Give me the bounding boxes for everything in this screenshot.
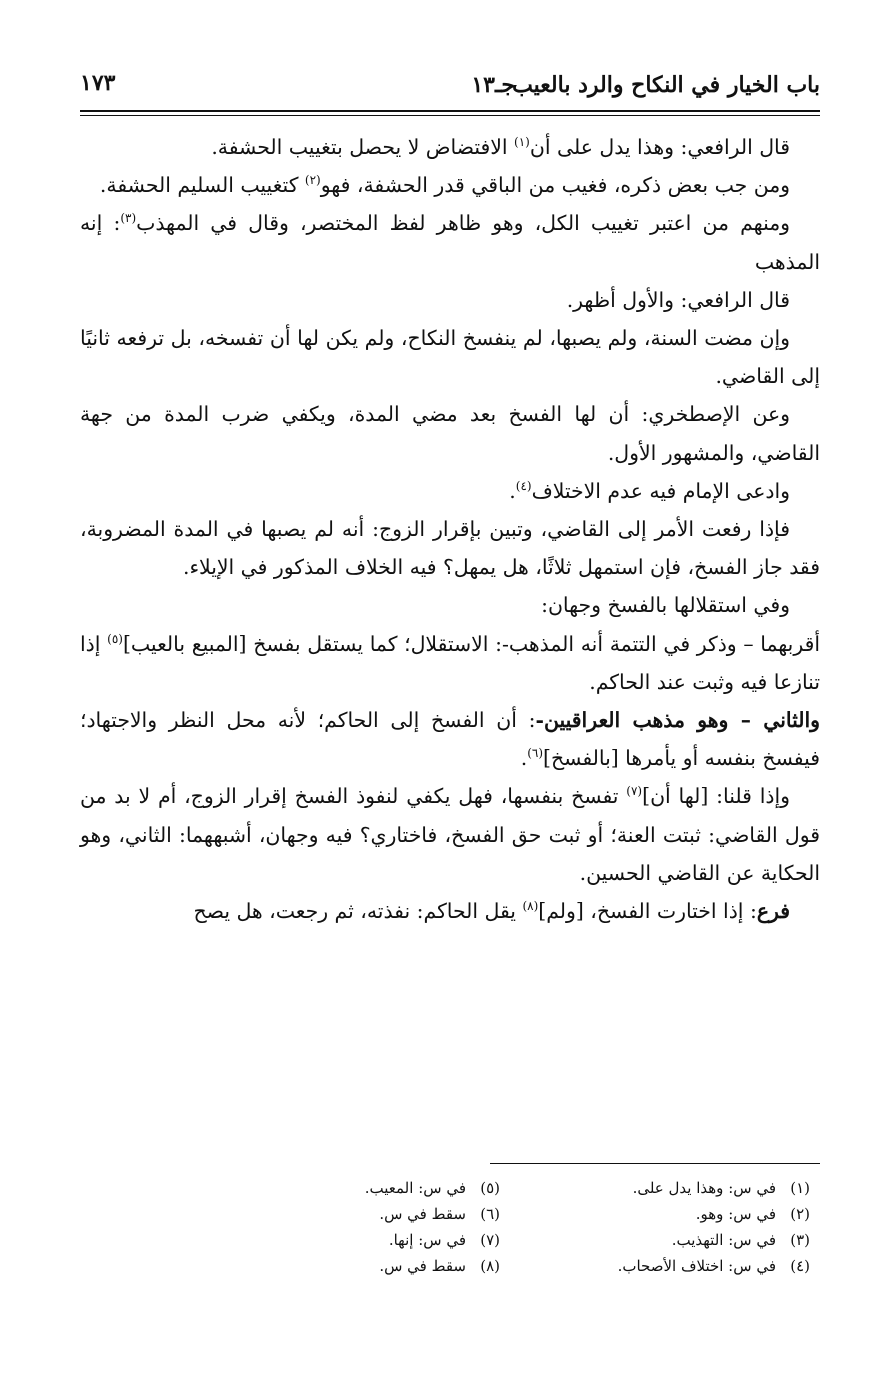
paragraph: ومن جب بعض ذكره، فغيب من الباقي قدر الحشفة، فهو$^{(٢)}$ كتغييب السليم الحشفة.: [99, 173, 790, 198]
footnote-item: (٥)في س: المعيب.: [364, 1179, 500, 1197]
footnote-item: (١)في س: وهذا يدل على.: [632, 1179, 810, 1197]
footnote-ref: (٧): [626, 784, 643, 799]
paragraph: وعن الإصطخري: أن لها الفسخ بعد مضي المدة، ويكفي ضرب المدة من جهة القاضي، والمشهور الأول.: [80, 402, 820, 465]
footnote-item: (٧)في س: إنها.: [388, 1231, 500, 1249]
paragraph: أقربهما – وذكر في التتمة أنه المذهب-: الاستقلال؛ كما يستقل بفسخ [المبيع بالعيب]$^{(٥)}$ إذا تنازعا فيه وثبت عند الحاكم.: [80, 631, 820, 694]
header-rule-thin: [80, 115, 820, 116]
volume-label: جـ١٣: [471, 72, 515, 98]
paragraph: وفي استقلالها بالفسخ وجهان:: [541, 593, 790, 618]
footnote-ref: (٣): [120, 211, 137, 226]
running-header: [80, 68, 820, 108]
paragraph: قال الرافعي: وهذا يدل على أن$^{(١)}$ الافتضاض لا يحصل بتغييب الحشفة.: [211, 135, 790, 159]
paragraph: وادعى الإمام فيه عدم الاختلاف$^{(٤)}$.: [509, 478, 790, 503]
footnote-item: (٢)في س: وهو.: [695, 1205, 810, 1223]
paragraph: فإذا رفعت الأمر إلى القاضي، وتبين بإقرار الزوج: أنه لم يصبها في المدة المضروبة، فقد جاز الفسخ، فإن استمهل ثلاثًا، هل يمهل؟ فيه الخلاف المذكور في الإيلاء.: [80, 517, 820, 580]
footnote-ref: (٢): [304, 173, 321, 188]
paragraph: وإن مضت السنة، ولم يصبها، لم ينفسخ النكاح، ولم يكن لها أن تفسخه، بل ترفعه ثانيًا إلى القاضي.: [80, 326, 820, 389]
footnote-item: (٣)في س: التهذيب.: [671, 1231, 810, 1249]
footnote-item: (٨)سقط في س.: [379, 1257, 500, 1275]
page-number: ١٧٣: [80, 70, 116, 96]
bold-lead: فرع: [756, 899, 790, 924]
footnote-ref: (١): [514, 135, 530, 150]
paragraph: والثاني – وهو مذهب العراقيين-: أن الفسخ إلى الحاكم؛ لأنه محل النظر والاجتهاد؛ فيفسخ بنفسه أو يأمرها [بالفسخ]$^{(٦)}$.: [80, 708, 821, 771]
footnote-ref: (٨): [522, 899, 539, 914]
paragraph: وإذا قلنا: [لها أن]$^{(٧)}$ تفسخ بنفسها، فهل يكفي لنفوذ الفسخ إقرار الزوج، أم لا بد من قول القاضي: ثبتت العنة؛ أو ثبت حق الفسخ، فاختاري؟ فيه وجهان، أشبههما: الثاني، وهو الحكاية عن القاضي الحسين.: [80, 784, 820, 885]
footnote-ref: (٥): [107, 631, 123, 646]
bold-lead: والثاني – وهو مذهب العراقيين-: [535, 708, 821, 733]
paragraph: فرع: إذا اختارت الفسخ، [ولم]$^{(٨)}$ يقل الحاكم: نفذته، ثم رجعت، هل يصح: [193, 899, 790, 924]
header-rule-thick: [80, 110, 820, 112]
footnote-separator: [490, 1163, 820, 1164]
footnote-item: (٦)سقط في س.: [379, 1205, 500, 1223]
footnote-item: (٤)في س: اختلاف الأصحاب.: [617, 1257, 810, 1275]
paragraph: قال الرافعي: والأول أظهر.: [566, 287, 790, 312]
body-text: [80, 128, 820, 930]
chapter-title: باب الخيار في النكاح والرد بالعيب: [512, 72, 820, 98]
paragraph: ومنهم من اعتبر تغييب الكل، وهو ظاهر لفظ المختصر، وقال في المهذب$^{(٣)}$: إنه المذهب: [80, 211, 820, 274]
footnote-ref: (٤): [515, 479, 532, 494]
footnote-ref: (٦): [527, 746, 544, 761]
